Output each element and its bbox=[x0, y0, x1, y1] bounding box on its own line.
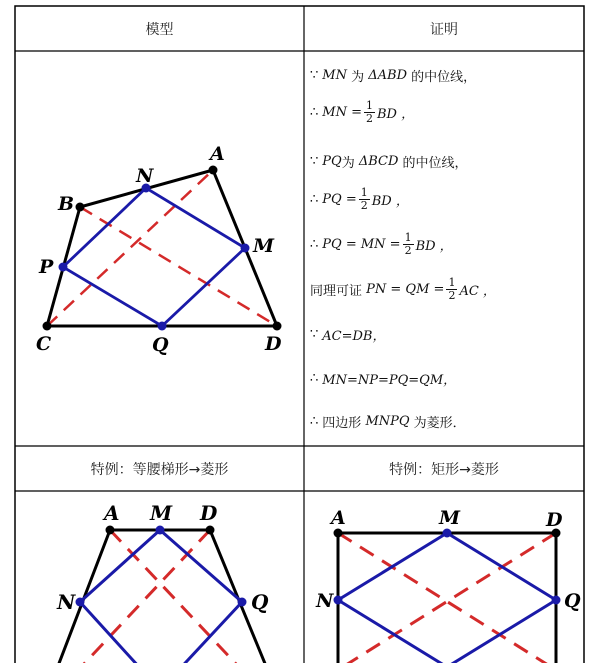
label-d: D bbox=[546, 509, 563, 531]
label-m: M bbox=[253, 235, 275, 257]
label-q: Q bbox=[152, 334, 169, 356]
rhombus-mnpq bbox=[63, 188, 245, 326]
fraction-half: $\frac{1}{2}$ bbox=[448, 276, 456, 302]
header-proof: 证明 bbox=[430, 21, 458, 38]
proof-line-2: ∴ MN = $\frac{1}{2}$ BD ， bbox=[310, 99, 415, 125]
proof-line-4: ∴ PQ = $\frac{1}{2}$ BD ， bbox=[310, 186, 409, 212]
label-m: M bbox=[150, 501, 173, 525]
label-q: Q bbox=[251, 590, 269, 614]
fraction-half: $\frac{1}{2}$ bbox=[360, 186, 368, 212]
label-a: A bbox=[331, 507, 346, 529]
proof-line-5: ∴ PQ = MN = $\frac{1}{2}$ BD ， bbox=[310, 231, 453, 257]
proof-line-8: ∴ MN=NP=PQ=QM， bbox=[310, 371, 457, 388]
label-b: B bbox=[58, 193, 75, 215]
label-n: N bbox=[136, 165, 154, 187]
trapezoid-figure bbox=[15, 491, 304, 663]
label-q: Q bbox=[564, 590, 581, 612]
header-example-trapezoid: 特例：等腰梯形→菱形 bbox=[90, 461, 229, 478]
model-figure bbox=[15, 51, 304, 446]
proof-line-3: ∵ PQ 为 ΔBCD 的中位线， bbox=[310, 154, 468, 171]
trapezoid-outline bbox=[45, 530, 280, 663]
label-m: M bbox=[439, 507, 461, 529]
vertex-dots bbox=[76, 526, 247, 607]
proof-line-1: ∵ MN 为 ΔABD 的中位线， bbox=[310, 68, 477, 85]
label-d: D bbox=[200, 501, 218, 525]
diagonal-bd bbox=[80, 207, 277, 326]
header-model: 模型 bbox=[145, 21, 174, 38]
label-n: N bbox=[57, 590, 76, 614]
header-example-rectangle: 特例：矩形→菱形 bbox=[389, 461, 499, 478]
proof-line-6: 同理可证 PN = QM = $\frac{1}{2}$ AC ， bbox=[310, 276, 496, 302]
label-n: N bbox=[316, 590, 334, 612]
fraction-half: $\frac{1}{2}$ bbox=[404, 231, 412, 257]
label-p: P bbox=[39, 256, 54, 278]
fraction-half: $\frac{1}{2}$ bbox=[366, 99, 373, 125]
proof-line-9: ∴ 四边形 MNPQ 为菱形． bbox=[310, 414, 466, 431]
vertex-dots bbox=[334, 529, 561, 605]
label-c: C bbox=[36, 333, 52, 355]
label-a: A bbox=[210, 143, 225, 165]
label-a: A bbox=[104, 501, 120, 525]
label-d: D bbox=[265, 333, 282, 355]
proof-line-7: ∵ AC=DB， bbox=[310, 327, 386, 344]
rectangle-figure bbox=[304, 491, 584, 663]
